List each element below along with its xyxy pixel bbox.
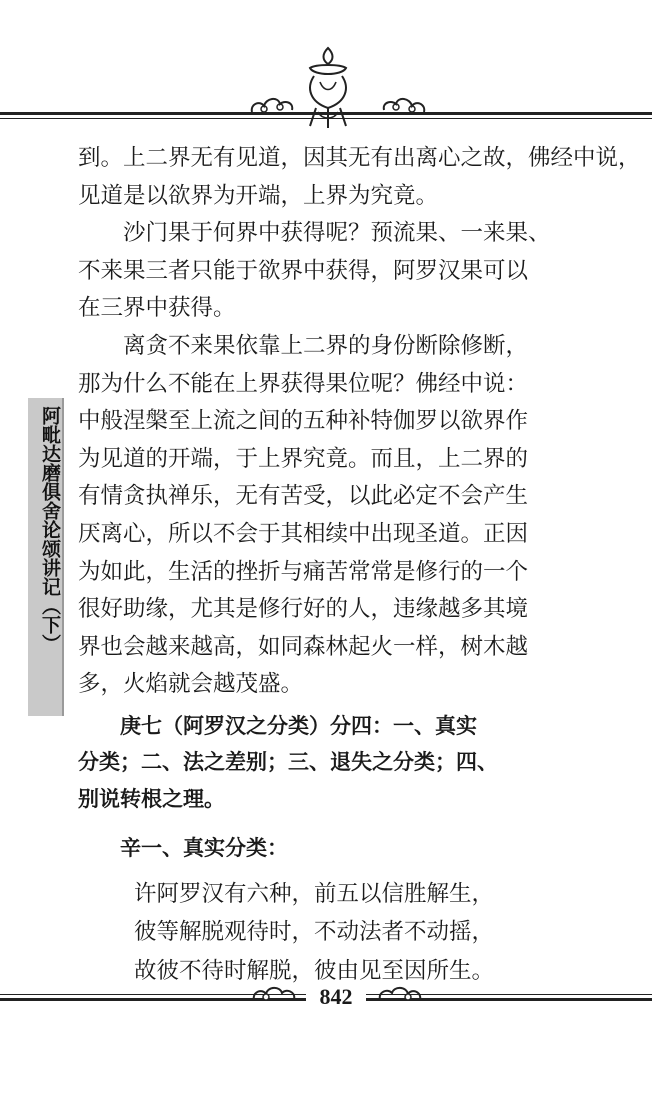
side-tab-title: 阿毗达磨俱舍论颂讲记（下） (39, 406, 61, 653)
body-line: 多，火焰就会越茂盛。 (78, 671, 304, 697)
side-tab (28, 398, 64, 716)
body-line: 那为什么不能在上界获得果位呢？佛经中说： (78, 371, 529, 397)
body-line: 到。上二界无有见道，因其无有出离心之故，佛经中说， (78, 145, 641, 171)
body-line: 见道是以欲界为开端，上界为究竟。 (78, 183, 439, 209)
footer-cloud-ornament-right-icon (376, 984, 424, 1006)
section-heading-line: 别说转根之理。 (78, 787, 225, 811)
header-rule-thick (0, 112, 652, 115)
body-line: 中般涅槃至上流之间的五种补特伽罗以欲界作 (78, 408, 529, 434)
header-rule-thin (0, 118, 652, 119)
body-line: 界也会越来越高，如同森林起火一样，树木越 (78, 634, 529, 660)
section-heading-line: 分类；二、法之差别；三、退失之分类；四、 (78, 750, 498, 774)
body-line: 为如此，生活的挫折与痛苦常常是修行的一个 (78, 559, 529, 585)
footer-cloud-ornament-left-icon (250, 984, 298, 1006)
verse-line: 故彼不待时解脱，彼由见至因所生。 (134, 958, 495, 984)
body-line: 离贪不来果依靠上二界的身份断除修断， (78, 333, 529, 359)
subsection-heading: 辛一、真实分类： (78, 836, 288, 860)
page-number: 842 (306, 984, 366, 1010)
body-line: 沙门果于何界中获得呢？预流果、一来果、 (78, 220, 551, 246)
verse-line: 许阿罗汉有六种，前五以信胜解生， (134, 881, 495, 907)
body-line: 很好助缘，尤其是修行好的人，违缘越多其境 (78, 596, 529, 622)
body-line: 在三界中获得。 (78, 295, 236, 321)
body-line: 厌离心，所以不会于其相续中出现圣道。正因 (78, 521, 529, 547)
body-line: 有情贪执禅乐，无有苦受，以此必定不会产生 (78, 483, 529, 509)
body-line: 为见道的开端，于上界究竟。而且，上二界的 (78, 446, 529, 472)
body-line: 不来果三者只能于欲界中获得，阿罗汉果可以 (78, 258, 529, 284)
verse-line: 彼等解脱观待时，不动法者不动摇， (134, 919, 495, 945)
section-heading-line: 庚七（阿罗汉之分类）分四：一、真实 (78, 714, 477, 738)
